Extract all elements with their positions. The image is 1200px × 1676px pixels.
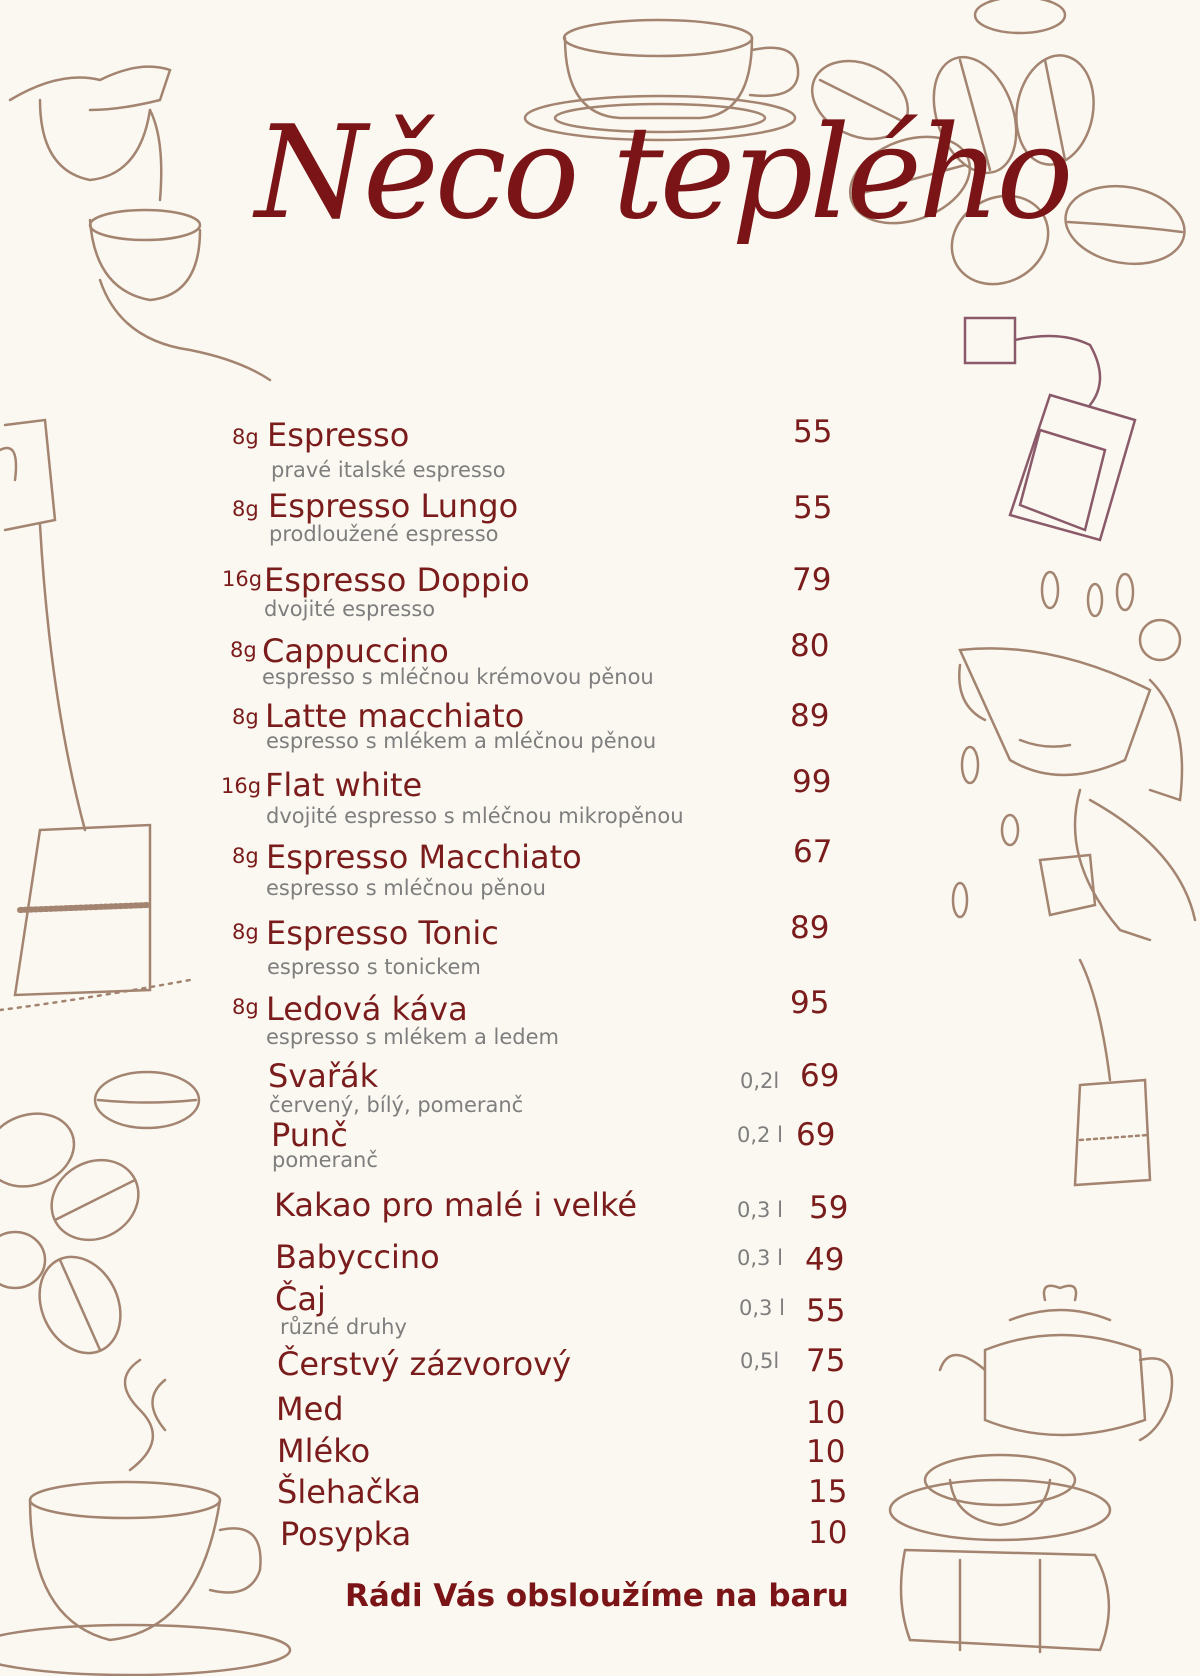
item-name: Ledová káva (266, 990, 468, 1028)
item-description: dvojité espresso (264, 597, 436, 621)
item-weight: 8g (232, 995, 259, 1019)
coffee-bean-icon (0, 1072, 199, 1366)
item-price: 10 (806, 1434, 846, 1470)
item-price: 80 (790, 628, 830, 664)
item-name: Babyccino (275, 1238, 440, 1276)
item-volume: 0,5l (740, 1349, 780, 1373)
item-weight: 16g (222, 567, 263, 591)
coffee-cup-icon (0, 1360, 290, 1675)
item-weight: 16g (221, 774, 262, 798)
item-name: Flat white (265, 766, 423, 804)
milk-pitcher-icon (10, 67, 270, 380)
item-description: espresso s mlékem a mléčnou pěnou (266, 729, 657, 753)
item-price: 59 (809, 1190, 849, 1226)
item-price: 95 (790, 985, 830, 1021)
item-price: 69 (796, 1117, 836, 1153)
item-price: 10 (808, 1515, 848, 1551)
item-name: Čaj (275, 1280, 326, 1318)
teapot-icon (890, 1286, 1172, 1652)
item-description: espresso s mléčnou krémovou pěnou (262, 665, 654, 689)
item-volume: 0,3 l (739, 1296, 785, 1320)
menu-title: Něco teplého (255, 99, 1070, 248)
item-price: 75 (806, 1343, 846, 1379)
footer-note: Rádi Vás obsloužíme na baru (345, 1578, 849, 1614)
item-price: 99 (792, 764, 832, 800)
item-weight: 8g (232, 920, 259, 944)
item-name: Punč (271, 1116, 348, 1154)
item-name: Espresso (267, 416, 410, 454)
item-weight: 8g (232, 844, 259, 868)
item-description: dvojité espresso s mléčnou mikropěnou (266, 804, 684, 828)
item-description: espresso s mlékem a ledem (266, 1025, 559, 1049)
item-name: Espresso Tonic (266, 914, 499, 952)
item-volume: 0,2 l (737, 1123, 783, 1147)
item-name: Espresso Lungo (268, 487, 519, 525)
item-volume: 0,3 l (737, 1246, 783, 1270)
item-name: Latte macchiato (265, 697, 525, 735)
item-description: espresso s mléčnou pěnou (266, 876, 546, 900)
item-price: 55 (793, 490, 833, 526)
item-name: Cappuccino (262, 632, 449, 670)
item-volume: 0,3 l (737, 1198, 783, 1222)
item-price: 67 (793, 834, 833, 870)
item-price: 79 (792, 562, 832, 598)
item-name: Posypka (280, 1515, 412, 1553)
item-price: 15 (808, 1474, 848, 1510)
item-name: Čerstvý zázvorový (277, 1345, 572, 1383)
item-price: 49 (805, 1242, 845, 1278)
item-price: 89 (790, 910, 830, 946)
tea-bag-icon (0, 420, 190, 1010)
tea-bag-icon (965, 318, 1135, 540)
item-weight: 8g (232, 705, 259, 729)
man-carrying-cup-icon (953, 572, 1195, 940)
item-name: Mléko (277, 1432, 371, 1470)
item-price: 69 (800, 1058, 840, 1094)
item-name: Espresso Macchiato (266, 838, 582, 876)
item-weight: 8g (232, 497, 259, 521)
item-volume: 0,2l (740, 1069, 780, 1093)
item-name: Espresso Doppio (264, 561, 530, 599)
item-name: Svařák (268, 1057, 379, 1095)
item-name: Kakao pro malé i velké (274, 1186, 638, 1224)
item-description: espresso s tonickem (267, 955, 481, 979)
item-description: různé druhy (280, 1315, 407, 1339)
item-price: 10 (806, 1395, 846, 1431)
tea-bag-icon (1075, 960, 1150, 1185)
item-price: 55 (793, 414, 833, 450)
item-price: 55 (806, 1293, 846, 1329)
item-description: pomeranč (272, 1148, 378, 1172)
item-description: prodloužené espresso (269, 522, 499, 546)
item-description: pravé italské espresso (271, 458, 506, 482)
item-description: červený, bílý, pomeranč (269, 1093, 524, 1117)
item-weight: 8g (230, 638, 257, 662)
item-name: Šlehačka (277, 1473, 421, 1511)
item-weight: 8g (232, 425, 259, 449)
item-name: Med (276, 1390, 344, 1428)
item-price: 89 (790, 698, 830, 734)
